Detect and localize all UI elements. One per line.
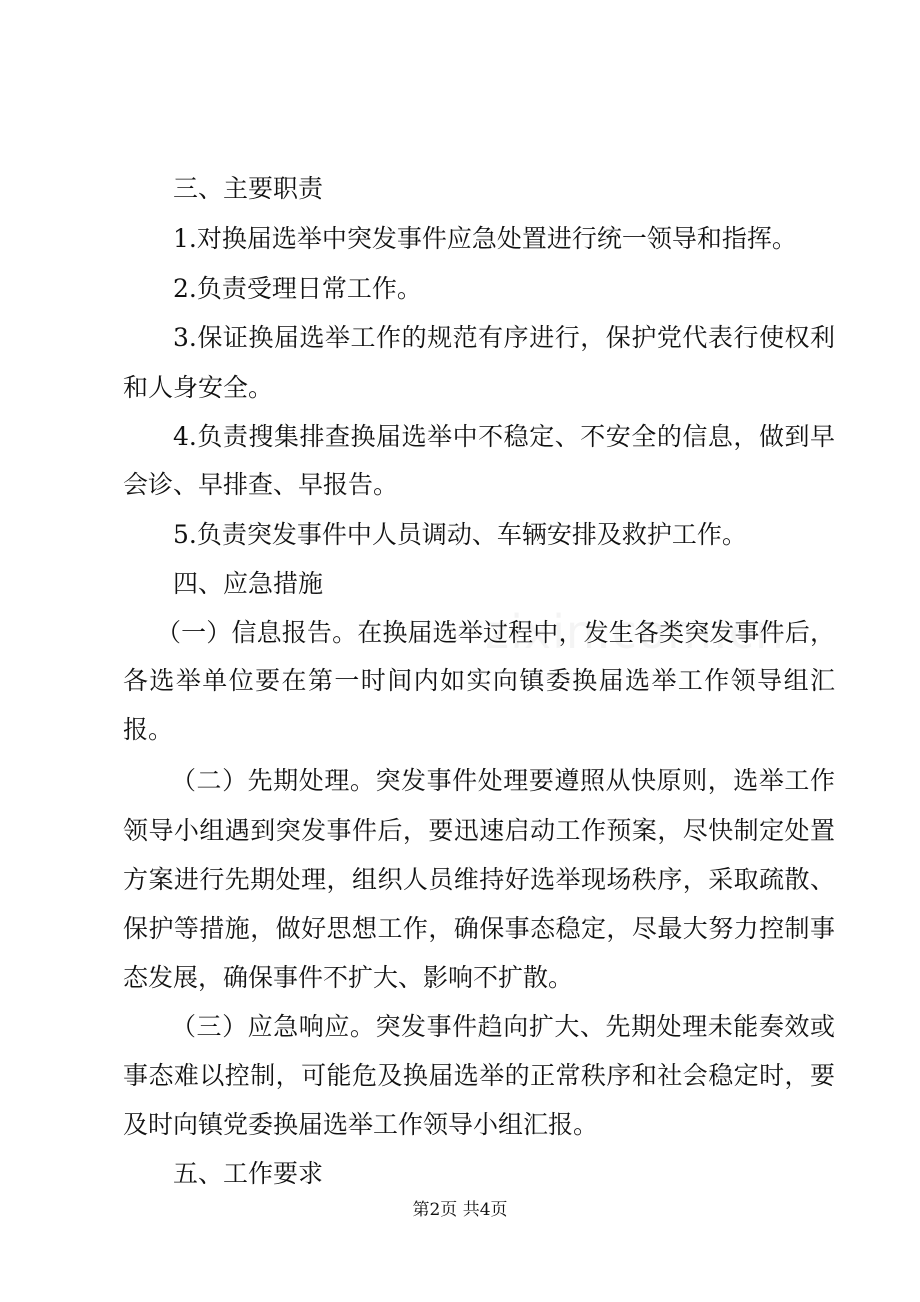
measure-3-cont-a: 事态难以控制，可能危及换届选举的正常秩序和社会稳定时，要 (123, 1061, 835, 1090)
duty-item-5: 5.负责突发事件中人员调动、车辆安排及救护工作。 (173, 520, 747, 549)
duty-item-4-cont: 会诊、早排查、早报告。 (123, 470, 399, 499)
section-heading-4: 四、应急措施 (173, 569, 324, 598)
measure-1-cont-b: 报。 (123, 715, 174, 744)
measure-3: （三）应急响应。突发事件趋向扩大、先期处理未能奏效或 (171, 1012, 835, 1041)
measure-2-cont-d: 态发展，确保事件不扩大、影响不扩散。 (123, 963, 574, 992)
page-number-footer: 第2页 共4页 (412, 1200, 508, 1220)
measure-1: （一）信息报告。在换届选举过程中，发生各类突发事件后， (156, 618, 835, 647)
duty-item-3-cont: 和人身安全。 (123, 373, 274, 402)
measure-2-cont-a: 领导小组遇到突发事件后，要迅速启动工作预案，尽快制定处置 (123, 816, 835, 845)
section-heading-3: 三、主要职责 (173, 174, 324, 203)
measure-2-cont-c: 保护等措施，做好思想工作，确保事态稳定，尽最大努力控制事 (123, 914, 835, 943)
measure-3-cont-b: 及时向镇党委换届选举工作领导小组汇报。 (123, 1110, 599, 1139)
section-heading-5: 五、工作要求 (173, 1159, 324, 1188)
measure-2: （二）先期处理。突发事件处理要遵照从快原则，选举工作 (171, 766, 835, 795)
duty-item-4: 4.负责搜集排查换届选举中不稳定、不安全的信息，做到早 (173, 422, 835, 451)
duty-item-2: 2.负责受理日常工作。 (173, 274, 422, 303)
duty-item-1: 1.对换届选举中突发事件应急处置进行统一领导和指挥。 (173, 224, 797, 253)
duty-item-3: 3.保证换届选举工作的规范有序进行，保护党代表行使权利 (173, 323, 835, 352)
measure-1-cont-a: 各选举单位要在第一时间内如实向镇委换届选举工作领导组汇 (123, 666, 835, 695)
measure-2-cont-b: 方案进行先期处理，组织人员维持好选举现场秩序，采取疏散、 (123, 865, 835, 894)
